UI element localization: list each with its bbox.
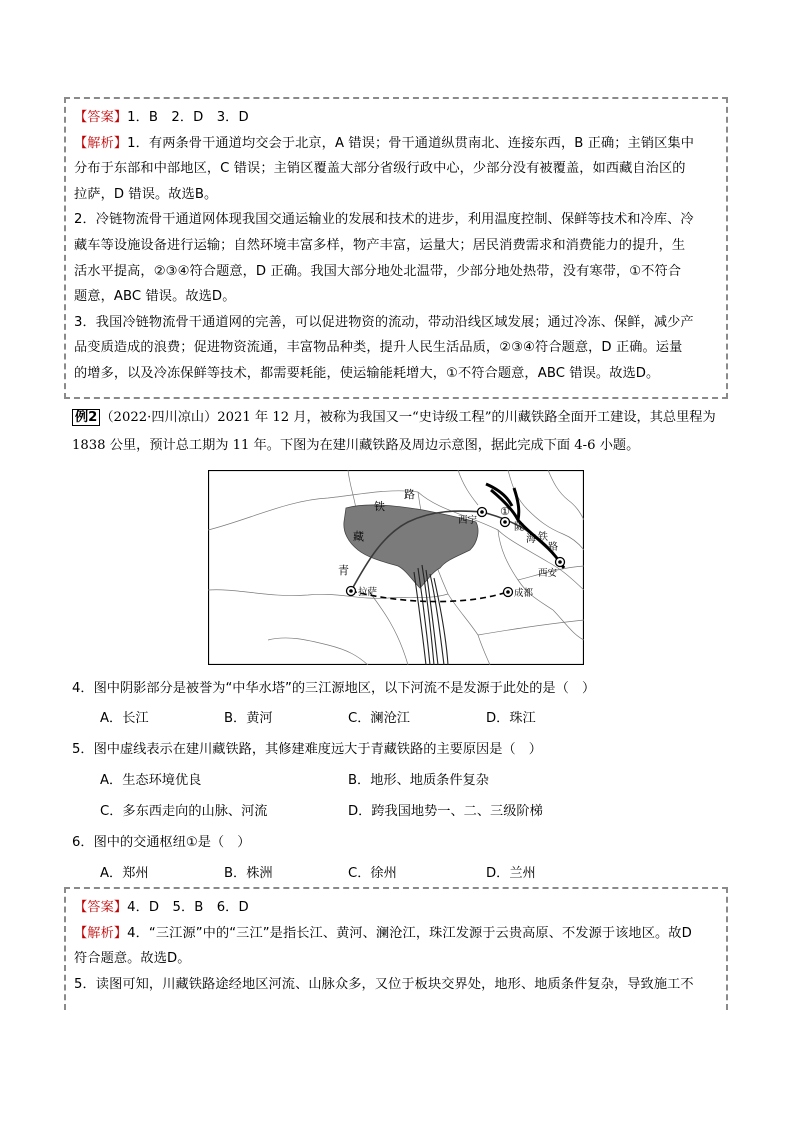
answer-tag: 【答案】 bbox=[74, 900, 128, 915]
answer-tag: 【答案】 bbox=[74, 110, 128, 125]
map-label-hai: 海 bbox=[526, 534, 536, 545]
map-label-qing: 青 bbox=[338, 564, 349, 577]
analysis-line: 题意，ABC 错误。故选D。 bbox=[74, 289, 236, 305]
map-label-xining: 西宁 bbox=[458, 515, 478, 526]
q4-option-a: A．长江 bbox=[100, 711, 149, 726]
analysis-tag: 【解析】 bbox=[74, 135, 128, 151]
q6-option-d: D．兰州 bbox=[486, 866, 536, 881]
q4-option-d: D．珠江 bbox=[486, 711, 536, 726]
analysis-line: 的增多，以及冷冻保鲜等技术，都需要耗能，使运输能耗增大，①不符合题意，ABC 错误。故选D。 bbox=[74, 365, 660, 381]
map-label-lu: 路 bbox=[404, 488, 415, 501]
q5-option-b: B．地形、地质条件复杂 bbox=[348, 773, 489, 788]
map-label-lu2: 路 bbox=[548, 542, 558, 553]
analysis-line: 活水平提高，②③④符合题意，D 正确。我国大部分地处北温带，少部分地处热带，没有寒带，①不符合 bbox=[74, 263, 682, 279]
analysis-line: 分布于东部和中部地区，C 错误；主销区覆盖大部分省级行政中心，少部分没有被覆盖，如西藏自治区的 bbox=[74, 161, 686, 177]
analysis-line: 藏车等设施设备进行运输；自然环境丰富多样，物产丰富，运量大；居民消费需求和消费能力的提升，生 bbox=[74, 237, 686, 253]
map-frame bbox=[209, 471, 584, 665]
q6-option-b: B．株洲 bbox=[224, 866, 273, 881]
example-heading bbox=[72, 404, 716, 432]
q6-option-c: C．徐州 bbox=[348, 866, 397, 881]
q5-option-c: C．多东西走向的山脉、河流 bbox=[100, 804, 268, 819]
map-label-hub: ① bbox=[500, 505, 510, 518]
analysis-line: 品变质造成的浪费；促进物资流通，丰富物品种类，提升人民生活品质，②③④符合题意，D 正确。运量 bbox=[74, 340, 683, 356]
map-label-long: 陇 bbox=[514, 522, 524, 533]
xian-dot bbox=[558, 560, 562, 564]
map-label-tie2: 铁 bbox=[538, 532, 548, 543]
answer-line bbox=[74, 895, 720, 921]
question-4-stem: 4．图中阴影部分是被誉为“中华水塔”的三江源地区，以下河流不是发源于此处的是（ ） bbox=[72, 681, 596, 696]
lasa-dot bbox=[349, 589, 353, 593]
analysis-text: 1．有两条骨干通道均交会于北京，A 错误；骨干通道纵贯南北、连接东西，B 正确；主销区集中 bbox=[127, 135, 694, 151]
analysis-line bbox=[74, 921, 720, 947]
q6-option-a: A．郑州 bbox=[100, 866, 149, 881]
answer-box-2 bbox=[64, 887, 728, 1010]
question-5-stem: 5．图中虚线表示在建川藏铁路，其修建难度远大于青藏铁路的主要原因是（ ） bbox=[72, 742, 542, 757]
analysis-tag: 【解析】 bbox=[74, 925, 128, 941]
map-label-chengdu: 成都 bbox=[514, 588, 534, 599]
map-label-lasa: 拉萨 bbox=[358, 587, 378, 598]
analysis-line: 拉萨，D 错误。故选B。 bbox=[74, 186, 218, 202]
example-badge: 例2 bbox=[72, 409, 100, 426]
example-text-line1: 2021 年 12 月，被称为我国又一“史诗级工程”的川藏铁路全面开工建设，其总里程为 bbox=[217, 410, 716, 425]
analysis-line: 5．读图可知，川藏铁路途经地区河流、山脉众多，又位于板块交界处，地形、地质条件复杂，导致施工不 bbox=[74, 976, 694, 992]
map-label-xian: 西安 bbox=[538, 568, 558, 579]
example-source: （2022·四川凉山） bbox=[100, 410, 218, 425]
answer-line bbox=[74, 105, 720, 131]
q5-option-a: A．生态环境优良 bbox=[100, 773, 202, 788]
q5-option-d: D．跨我国地势一、二、三级阶梯 bbox=[348, 804, 543, 819]
map-label-tie: 铁 bbox=[374, 500, 385, 513]
q4-option-b: B．黄河 bbox=[224, 711, 273, 726]
map-label-zang: 藏 bbox=[353, 530, 364, 543]
analysis-line: 符合题意。故选D。 bbox=[74, 951, 191, 967]
hub-dot bbox=[503, 520, 507, 524]
xining-dot bbox=[480, 510, 484, 514]
analysis-text: 4．“三江源”中的“三江”是指长江、黄河、澜沧江，珠江发源于云贵高原、不发源于该地区。故D bbox=[127, 925, 692, 941]
chengdu-dot bbox=[506, 590, 510, 594]
q4-option-c: C．澜沧江 bbox=[348, 711, 410, 726]
railway-map bbox=[208, 470, 584, 665]
answer-text: 1．B 2．D 3．D bbox=[127, 110, 249, 125]
analysis-line: 2．冷链物流骨干通道网体现我国交通运输业的发展和技术的进步，利用温度控制、保鲜等技术和冷库、冷 bbox=[74, 212, 694, 228]
answer-box-1 bbox=[64, 97, 728, 399]
analysis-line bbox=[74, 131, 720, 157]
answer-text: 4．D 5．B 6．D bbox=[127, 900, 249, 915]
analysis-line: 3．我国冷链物流骨干通道网的完善，可以促进物资的流动，带动沿线区域发展；通过冷冻、保鲜，减少产 bbox=[74, 314, 694, 330]
example-text-line2: 1838 公里，预计总工期为 11 年。下图为在建川藏铁路及周边示意图，据此完成下面 4-6 小题。 bbox=[72, 438, 640, 453]
question-6-stem: 6．图中的交通枢纽①是（ ） bbox=[72, 835, 251, 850]
